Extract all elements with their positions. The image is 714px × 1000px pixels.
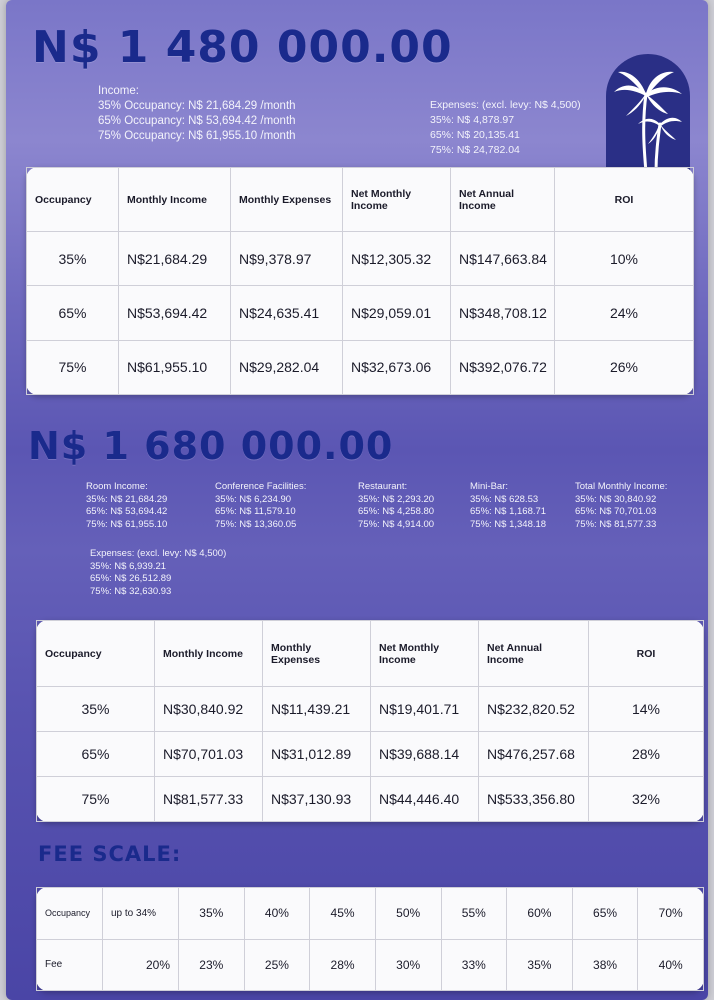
block-line: 35%: N$ 628.53: [470, 493, 539, 505]
table-header: Monthly Income: [119, 168, 231, 232]
table-cell: N$30,840.92: [155, 687, 263, 732]
table-cell: 35%: [27, 232, 119, 286]
block-line: 75%: N$ 1,348.18: [470, 518, 547, 530]
fee-scale-title: FEE SCALE:: [38, 842, 182, 866]
table-cell: N$12,305.32: [343, 232, 451, 286]
table-cell: N$29,282.04: [231, 340, 343, 394]
investment-table-1: [26, 167, 694, 395]
table-row: [37, 732, 704, 777]
table-row: [37, 777, 704, 822]
income-title: Income:: [98, 85, 139, 97]
table-cell: N$232,820.52: [479, 687, 589, 732]
table-cell: 50%: [375, 888, 441, 940]
block-line: 75%: N$ 81,577.33: [575, 518, 657, 530]
table-cell: N$44,446.40: [371, 777, 479, 822]
block-line: 65%: N$ 70,701.03: [575, 506, 657, 517]
table-cell: 32%: [589, 777, 704, 822]
table-cell: 70%: [638, 888, 704, 940]
table-cell: N$37,130.93: [263, 777, 371, 822]
table-header: Occupancy: [27, 168, 119, 232]
table-cell: 28%: [310, 939, 376, 991]
table-cell: 23%: [179, 939, 245, 991]
block-title: Restaurant:: [358, 481, 408, 492]
table-header: Net Monthly Income: [371, 621, 479, 687]
income-line: 35% Occupancy: N$ 21,684.29 /month: [98, 100, 296, 112]
block-line: 75%: N$ 61,955.10: [86, 518, 168, 530]
total-income-block: [575, 481, 667, 531]
income-line: 75% Occupancy: N$ 61,955.10 /month: [98, 130, 296, 142]
table-cell: N$29,059.01: [343, 286, 451, 340]
table-header: Occupancy: [37, 621, 155, 687]
table-cell: N$61,955.10: [119, 340, 231, 394]
table-cell: 33%: [441, 939, 507, 991]
table-cell: N$70,701.03: [155, 732, 263, 777]
block-line: 35%: N$ 30,840.92: [575, 493, 657, 505]
table-cell: N$32,673.06: [343, 340, 451, 394]
table-header: Net Annual Income: [479, 621, 589, 687]
block-line: 75%: N$ 13,360.05: [215, 518, 297, 530]
table-row: [27, 340, 694, 394]
fee-row: [37, 939, 704, 991]
table-cell: 38%: [572, 939, 638, 991]
room-income-block: [86, 481, 167, 531]
table-cell: N$53,694.42: [119, 286, 231, 340]
block-line: 65%: N$ 11,579.10: [215, 506, 296, 517]
table-cell: 55%: [441, 888, 507, 940]
restaurant-block: [358, 481, 434, 531]
price-heading-2: N$ 1 680 000.00: [28, 424, 394, 468]
table-cell: 25%: [244, 939, 310, 991]
table-cell: 65%: [27, 286, 119, 340]
expenses-block-2: [90, 548, 226, 598]
block-line: 65%: N$ 26,512.89: [90, 573, 172, 584]
table-header: Net Annual Income: [451, 168, 555, 232]
block-line: 35%: N$ 21,684.29: [86, 493, 168, 505]
table-cell: N$392,076.72: [451, 340, 555, 394]
table-cell: 40%: [244, 888, 310, 940]
fee-occupancy-row: [37, 888, 704, 940]
table-cell: 30%: [375, 939, 441, 991]
investment-table-2: [36, 620, 704, 822]
table-cell: 65%: [37, 732, 155, 777]
block-line: 65%: N$ 4,258.80: [358, 506, 435, 517]
block-line: 35%: N$ 2,293.20: [358, 493, 435, 505]
expenses-line: 35%: N$ 4,878.97: [430, 114, 515, 126]
price-heading-1: N$ 1 480 000.00: [32, 22, 453, 73]
table-cell: 35%: [37, 687, 155, 732]
income-block: [98, 84, 296, 144]
table-cell: N$9,378.97: [231, 232, 343, 286]
block-line: 35%: N$ 6,234.90: [215, 493, 292, 505]
table-cell: 24%: [555, 286, 694, 340]
income-line: 65% Occupancy: N$ 53,694.42 /month: [98, 115, 296, 127]
block-line: 35%: N$ 6,939.21: [90, 560, 167, 572]
expenses-line: 65%: N$ 20,135.41: [430, 129, 520, 141]
expenses-block: [430, 98, 581, 158]
table-cell: N$39,688.14: [371, 732, 479, 777]
table-header: ROI: [589, 621, 704, 687]
table-cell: 35%: [179, 888, 245, 940]
fee-scale-table: [36, 887, 704, 991]
table-cell: N$19,401.71: [371, 687, 479, 732]
table-cell: N$31,012.89: [263, 732, 371, 777]
table-cell: 28%: [589, 732, 704, 777]
table-cell: N$24,635.41: [231, 286, 343, 340]
table-header: Monthly Expenses: [231, 168, 343, 232]
table-cell: 40%: [638, 939, 704, 991]
expenses-line: 75%: N$ 24,782.04: [430, 144, 520, 156]
table-header: ROI: [555, 168, 694, 232]
table-cell: N$476,257.68: [479, 732, 589, 777]
palm-tree-logo: [606, 54, 690, 180]
table-row: [27, 232, 694, 286]
table-cell: N$147,663.84: [451, 232, 555, 286]
table-cell: N$533,356.80: [479, 777, 589, 822]
table-header: Net Monthly Income: [343, 168, 451, 232]
table-cell: N$81,577.33: [155, 777, 263, 822]
block-title: Total Monthly Income:: [575, 481, 668, 492]
table-cell: 10%: [555, 232, 694, 286]
minibar-block: [470, 481, 546, 531]
table-cell: 35%: [507, 939, 573, 991]
table-cell: 75%: [27, 340, 119, 394]
expenses-title: Expenses: (excl. levy: N$ 4,500): [430, 99, 581, 111]
table-cell: 26%: [555, 340, 694, 394]
table-header-row: [27, 168, 694, 232]
palm-tree-icon: [606, 54, 690, 180]
block-title: Conference Facilities:: [215, 481, 307, 492]
table-cell: up to 34%: [103, 888, 179, 940]
table-cell: 14%: [589, 687, 704, 732]
conference-block: [215, 481, 306, 531]
table-cell: N$11,439.21: [263, 687, 371, 732]
block-title: Room Income:: [86, 481, 148, 492]
row-label: Occupancy: [37, 888, 103, 940]
block-title: Mini-Bar:: [470, 481, 509, 492]
block-title: Expenses: (excl. levy: N$ 4,500): [90, 548, 227, 559]
table-cell: 45%: [310, 888, 376, 940]
table-cell: 65%: [572, 888, 638, 940]
block-line: 65%: N$ 1,168.71: [470, 506, 547, 517]
table-row: [37, 687, 704, 732]
block-line: 75%: N$ 32,630.93: [90, 585, 172, 597]
table-header: Monthly Income: [155, 621, 263, 687]
row-label: Fee: [37, 939, 103, 991]
block-line: 75%: N$ 4,914.00: [358, 518, 435, 530]
table-row: [27, 286, 694, 340]
table-header-row: [37, 621, 704, 687]
block-line: 65%: N$ 53,694.42: [86, 506, 168, 517]
table-cell: N$21,684.29: [119, 232, 231, 286]
table-cell: N$348,708.12: [451, 286, 555, 340]
table-header: Monthly Expenses: [263, 621, 371, 687]
table-cell: 20%: [103, 939, 179, 991]
table-cell: 75%: [37, 777, 155, 822]
table-cell: 60%: [507, 888, 573, 940]
